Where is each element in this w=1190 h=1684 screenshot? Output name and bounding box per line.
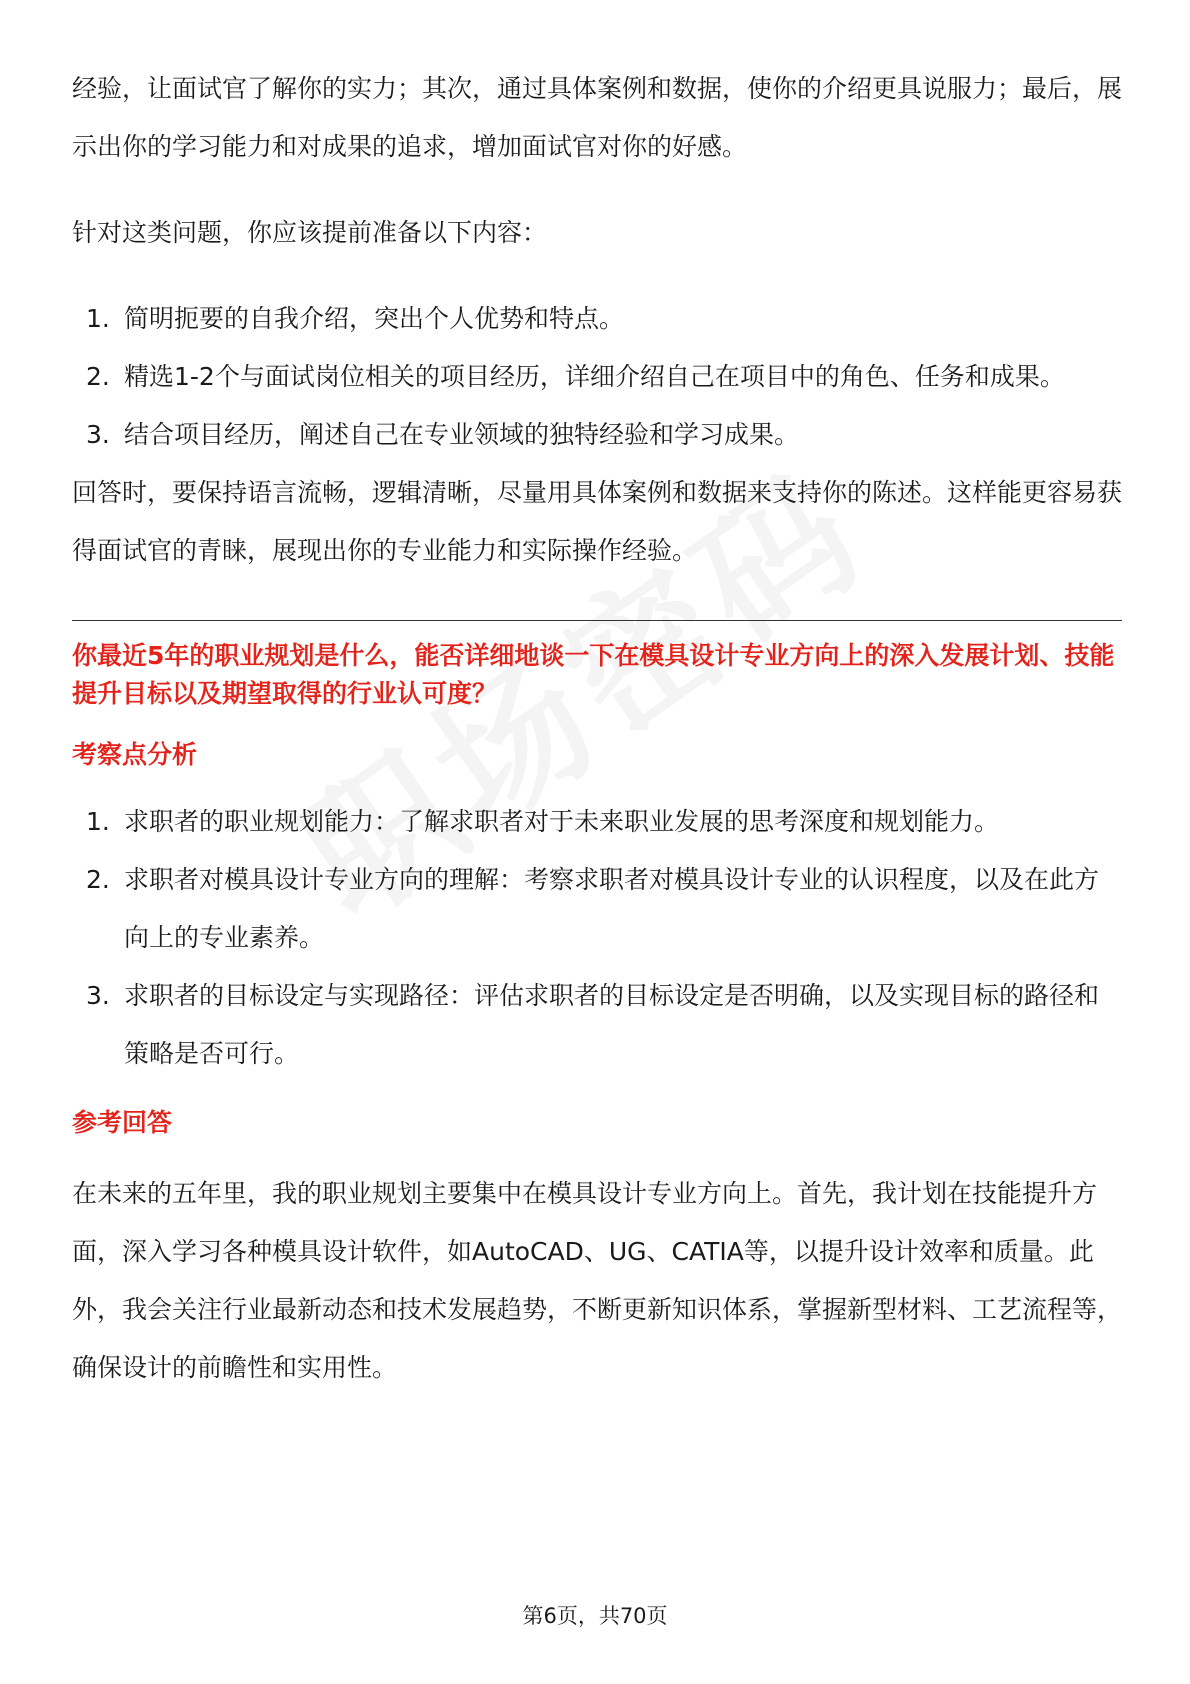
list-item-text: 简明扼要的自我介绍，突出个人优势和特点。	[124, 304, 625, 333]
answer-tip-paragraph: 回答时，要保持语言流畅，逻辑清晰，尽量用具体案例和数据来支持你的陈述。这样能更容易获得面试官的青睐，展现出你的专业能力和实际操作经验。	[72, 478, 1123, 565]
analysis-heading: 考察点分析	[72, 740, 198, 769]
analysis-list	[72, 793, 1122, 1083]
list-number: 1.	[86, 304, 110, 333]
list-item	[72, 967, 1122, 1083]
list-number: 2.	[86, 865, 110, 894]
list-number: 1.	[86, 807, 110, 836]
list-item	[72, 793, 1122, 851]
list-number: 3.	[86, 420, 110, 449]
intro-continuation-paragraph: 经验，让面试官了解你的实力；其次，通过具体案例和数据，使你的介绍更具说服力；最后，展示出你的学习能力和对成果的追求，增加面试官对你的好感。	[72, 74, 1123, 161]
list-item	[72, 348, 1122, 406]
interview-question: 你最近5年的职业规划是什么，能否详细地谈一下在模具设计专业方向上的深入发展计划、技能提升目标以及期望取得的行业认可度？	[72, 641, 1115, 708]
list-item-text: 求职者对模具设计专业方向的理解：考察求职者对模具设计专业的认识程度，以及在此方向上的专业素养。	[124, 865, 1100, 952]
reference-heading: 参考回答	[72, 1108, 173, 1137]
list-item	[72, 290, 1122, 348]
list-item-text: 求职者的职业规划能力：了解求职者对于未来职业发展的思考深度和规划能力。	[124, 807, 1000, 836]
list-number: 2.	[86, 362, 110, 391]
list-item-text: 求职者的目标设定与实现路径：评估求职者的目标设定是否明确，以及实现目标的路径和策略是否可行。	[124, 981, 1100, 1068]
page-footer: 第6页，共70页	[522, 1604, 668, 1628]
list-item-text: 精选1-2个与面试岗位相关的项目经历，详细介绍自己在项目中的角色、任务和成果。	[124, 362, 1065, 391]
list-item	[72, 406, 1122, 464]
list-item	[72, 851, 1122, 967]
prep-list	[72, 290, 1122, 464]
reference-answer-paragraph: 在未来的五年里，我的职业规划主要集中在模具设计专业方向上。首先，我计划在技能提升方面，深入学习各种模具设计软件，如AutoCAD、UG、CATIA等，以提升设计效率和质量。此外，我会关注行业最新动态和技术发展趋势，不断更新知识体系，掌握新型材料、工艺流程等，确保设计的前瞻性和实用性。	[72, 1179, 1123, 1382]
list-item-text: 结合项目经历，阐述自己在专业领域的独特经验和学习成果。	[124, 420, 800, 449]
page-content	[72, 60, 1122, 1397]
section-divider	[72, 620, 1122, 621]
list-number: 3.	[86, 981, 110, 1010]
prep-intro-paragraph: 针对这类问题，你应该提前准备以下内容：	[72, 218, 548, 247]
